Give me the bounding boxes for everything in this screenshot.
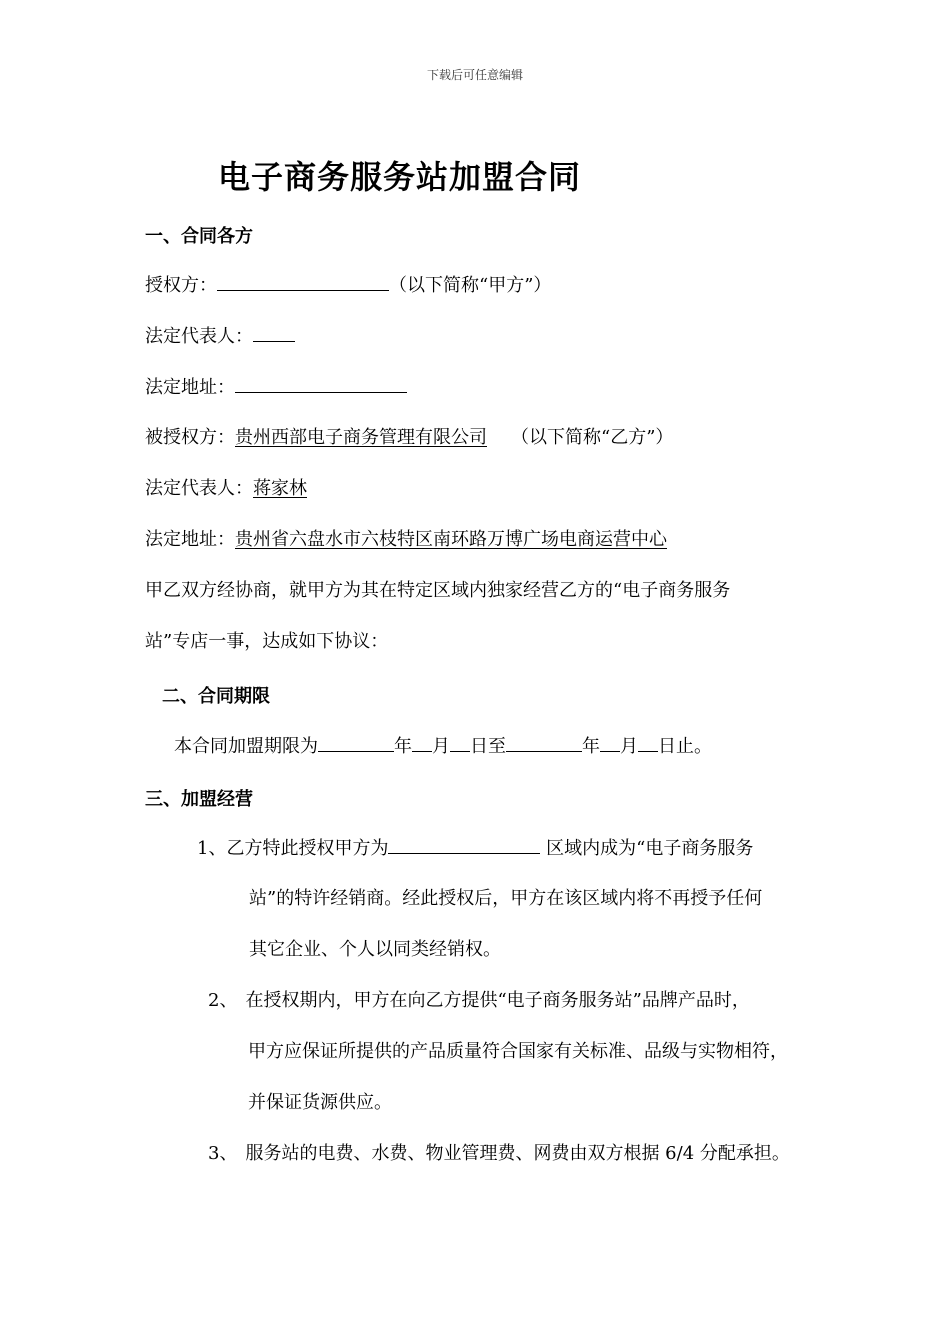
- grantor-label: 授权方：: [145, 275, 217, 296]
- term-text-1: 本合同加盟期限为: [174, 736, 318, 757]
- item1-text-a: 1、乙方特此授权甲方为: [197, 838, 389, 859]
- grantee-value: 贵州西部电子商务管理有限公司: [235, 427, 487, 448]
- term-year-2: 年: [582, 736, 600, 757]
- grantee-note: （以下简称“乙方”）: [511, 427, 674, 448]
- section-heading-operation: 三、加盟经营: [145, 789, 253, 810]
- term-month-1: 月: [432, 736, 450, 757]
- start-day-blank[interactable]: [450, 733, 470, 752]
- end-year-blank[interactable]: [506, 733, 582, 752]
- item1-line-1: [197, 835, 753, 862]
- intro-line-2: 站”专店一事，达成如下协议：: [145, 631, 389, 652]
- rep1-line: [145, 323, 295, 350]
- item2-line-1: [208, 988, 750, 1014]
- end-month-blank[interactable]: [600, 733, 620, 752]
- term-end: 日止。: [658, 736, 712, 757]
- region-blank[interactable]: [388, 835, 540, 854]
- item3-line-1: [208, 1141, 790, 1167]
- term-month-2: 月: [620, 736, 638, 757]
- start-month-blank[interactable]: [412, 733, 432, 752]
- item2-line-2: 甲方应保证所提供的产品质量符合国家有关标准、品级与实物相符，: [248, 1041, 788, 1062]
- addr1-line: [145, 374, 407, 401]
- item1-line-3: 其它企业、个人以同类经销权。: [249, 939, 501, 960]
- addr1-label: 法定地址：: [145, 377, 235, 398]
- page-header: 下载后可任意编辑: [426, 68, 523, 82]
- rep2-value: 蒋家林: [253, 478, 307, 499]
- rep2-line: [145, 476, 307, 502]
- item2-number: 2、: [208, 990, 238, 1011]
- item3-number: 3、: [208, 1143, 238, 1164]
- item2-line-3: 并保证货源供应。: [248, 1092, 392, 1113]
- intro-line-1: 甲乙双方经协商，就甲方为其在特定区域内独家经营乙方的“电子商务服务: [145, 580, 731, 601]
- document-title: 电子商务服务站加盟合同: [218, 158, 582, 196]
- start-year-blank[interactable]: [318, 733, 394, 752]
- grantor-line: [145, 272, 551, 299]
- term-line: [174, 733, 712, 760]
- addr2-label: 法定地址：: [145, 529, 235, 550]
- item1-text-b: 区域内成为“电子商务服务: [540, 838, 754, 859]
- end-day-blank[interactable]: [638, 733, 658, 752]
- addr2-value: 贵州省六盘水市六枝特区南环路万博广场电商运营中心: [235, 529, 667, 550]
- grantee-label: 被授权方：: [145, 427, 235, 448]
- grantee-line: [145, 425, 673, 451]
- term-day-to: 日至: [470, 736, 506, 757]
- rep2-label: 法定代表人：: [145, 478, 253, 499]
- rep1-blank[interactable]: [253, 323, 295, 342]
- item3-text-a: 服务站的电费、水费、物业管理费、网费由双方根据 6/4 分配承担。: [245, 1143, 790, 1164]
- item2-text-a: 在授权期内，甲方在向乙方提供“电子商务服务站”品牌产品时，: [245, 990, 750, 1011]
- item1-line-2: 站”的特许经销商。经此授权后，甲方在该区域内将不再授予任何: [249, 888, 763, 909]
- section-heading-term: 二、合同期限: [162, 686, 270, 707]
- rep1-label: 法定代表人：: [145, 326, 253, 347]
- section-heading-parties: 一、合同各方: [145, 226, 253, 247]
- term-year-1: 年: [394, 736, 412, 757]
- addr1-blank[interactable]: [235, 374, 407, 393]
- grantor-note: （以下简称“甲方”）: [389, 275, 552, 296]
- grantor-blank[interactable]: [217, 272, 389, 291]
- addr2-line: [145, 527, 667, 553]
